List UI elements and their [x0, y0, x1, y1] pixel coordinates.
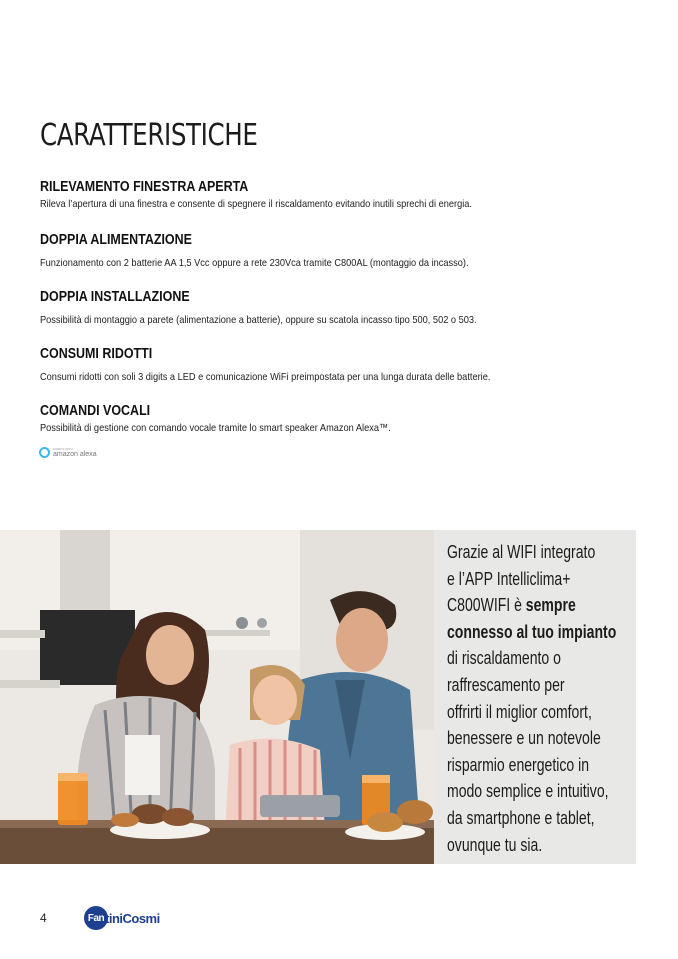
family-photo	[0, 530, 434, 864]
family-photo-illustration	[0, 530, 434, 864]
side-panel-emphasis-line: connesso al tuo impianto	[447, 621, 617, 642]
alexa-name-label: amazon alexa	[53, 450, 97, 458]
feature-voice-commands	[40, 403, 640, 434]
side-panel-line: benessere e un notevole	[447, 728, 601, 749]
feature-window-detection	[40, 179, 640, 210]
feature-heading: DOPPIA INSTALLAZIONE	[40, 289, 190, 305]
side-panel-line	[447, 592, 634, 619]
feature-dual-power	[40, 232, 640, 269]
side-panel-line: Grazie al WIFI integrato	[447, 542, 596, 562]
feature-description: Consumi ridotti con soli 3 digits a LED e comunicazione WiFi preimpostata per una lunga durata delle batterie.	[40, 371, 491, 383]
side-panel-text	[447, 539, 634, 858]
feature-heading: DOPPIA ALIMENTAZIONE	[40, 232, 192, 248]
feature-description: Rileva l’apertura di una finestra e consente di spegnere il riscaldamento evitando inutili sprechi di energia.	[40, 198, 472, 210]
side-panel-line: da smartphone e tablet,	[447, 807, 595, 828]
fantinicosmi-logo	[84, 906, 160, 930]
feature-description: Possibilità di montaggio a parete (alimentazione a batterie), oppure su scatola incasso tipo 500, 502 o 503.	[40, 314, 477, 326]
amazon-alexa-badge	[39, 447, 97, 458]
side-panel-line: modo semplice e intuitivo,	[447, 781, 609, 802]
page-number: 4	[40, 911, 47, 925]
feature-heading: CONSUMI RIDOTTI	[40, 346, 153, 362]
feature-description: Possibilità di gestione con comando vocale tramite lo smart speaker Amazon Alexa™.	[40, 422, 391, 434]
logo-wordmark: tiniCosmi	[105, 910, 160, 926]
logo-mark: Fan	[84, 906, 108, 930]
side-panel-line: di riscaldamento o	[447, 648, 561, 669]
feature-heading: COMANDI VOCALI	[40, 403, 151, 419]
side-panel-line-start: C800WIFI è	[447, 595, 526, 616]
feature-heading: RILEVAMENTO FINESTRA APERTA	[40, 179, 249, 195]
alexa-ring-icon	[39, 447, 50, 458]
side-panel-emphasis: sempre	[525, 595, 576, 616]
side-panel-line: ovunque tu sia.	[447, 834, 543, 855]
side-panel-line: risparmio energetico in	[447, 754, 590, 775]
side-panel-line: e l’APP Intelliclima+	[447, 568, 571, 589]
feature-low-consumption	[40, 346, 640, 383]
page-title: CARATTERISTICHE	[40, 118, 258, 153]
feature-description: Funzionamento con 2 batterie AA 1,5 Vcc oppure a rete 230Vca tramite C800AL (montaggio da incasso).	[40, 257, 469, 269]
side-panel-line: raffrescamento per	[447, 674, 565, 695]
side-panel-line: offrirti il miglior comfort,	[447, 701, 592, 722]
feature-dual-installation	[40, 289, 640, 326]
side-panel	[434, 530, 636, 864]
alexa-works-with-label: WORKS WITH	[53, 446, 73, 451]
